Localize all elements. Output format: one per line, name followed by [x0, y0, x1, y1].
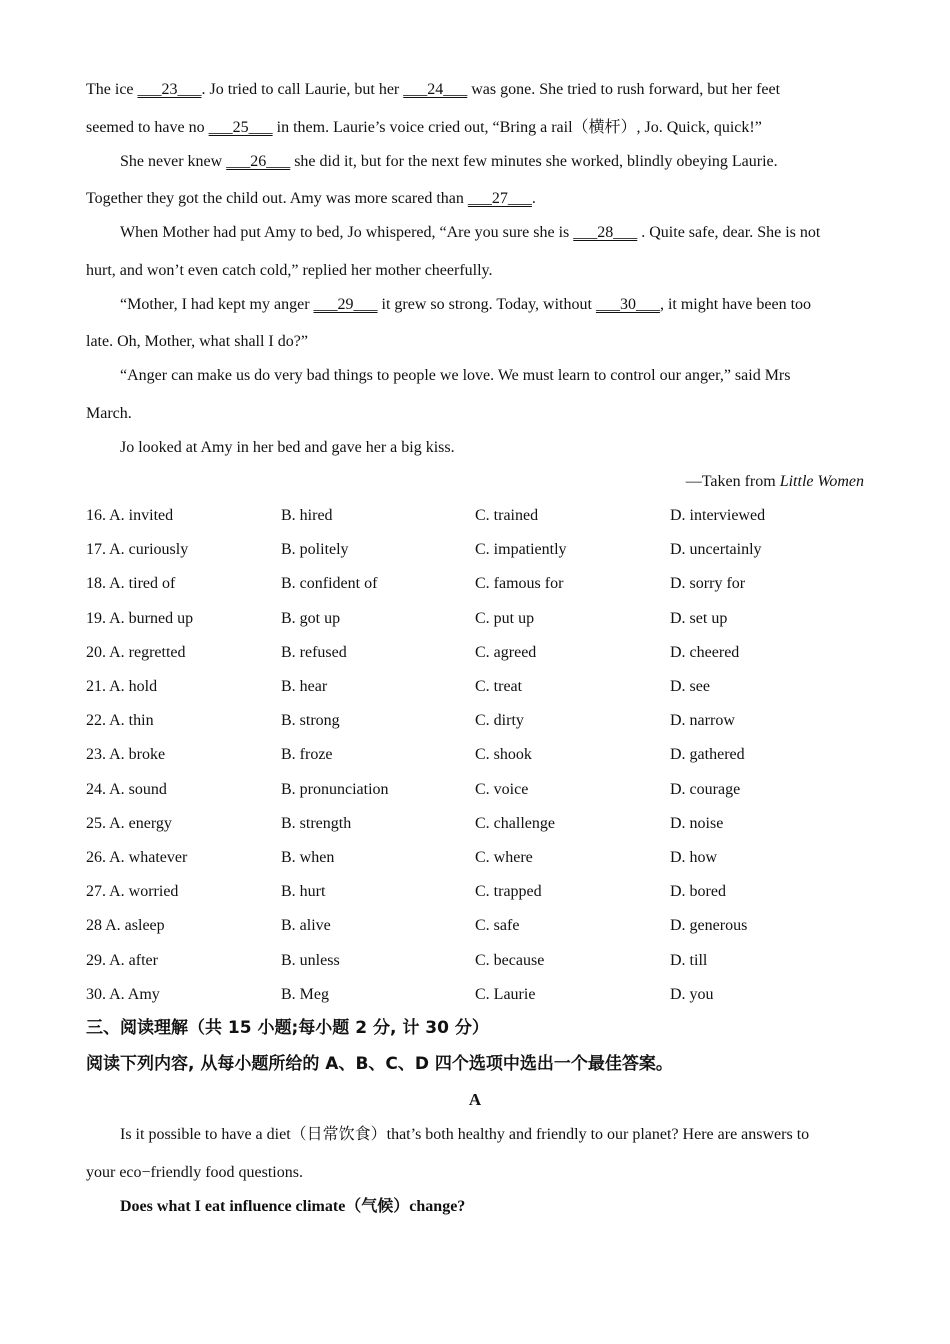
reading-paragraph: your eco−friendly food questions. [86, 1164, 303, 1181]
blank-25: ___25___ [208, 119, 273, 136]
option-cell: C. challenge [475, 814, 555, 832]
option-cell: C. impatiently [475, 541, 567, 559]
passage-line: hurt, and won’t even catch cold,” replied her mother cheerfully. [86, 262, 493, 279]
option-cell: B. hear [281, 678, 328, 695]
option-cell: C. trapped [475, 883, 542, 901]
option-cell: D. till [670, 951, 708, 969]
option-cell: B. confident of [281, 575, 378, 593]
option-cell: B. politely [281, 541, 349, 559]
passage-line: Jo looked at Amy in her bed and gave her a big kiss. [120, 439, 455, 456]
passage-line [86, 117, 762, 139]
option-cell: 18. A. tired of [86, 575, 176, 593]
option-cell: C. treat [475, 678, 523, 695]
option-cell: B. when [281, 849, 335, 866]
text: , it might have been too [659, 296, 812, 313]
option-cell: C. safe [475, 917, 520, 935]
blank-29: ___29___ [313, 296, 378, 313]
option-cell: D. noise [670, 814, 724, 832]
reading-paragraph: Is it possible to have a diet（日常饮食）that’s both healthy and friendly to our planet? Here are answers to [120, 1126, 810, 1143]
option-cell: D. generous [670, 917, 748, 935]
option-cell: D. uncertainly [670, 541, 762, 559]
text: . [531, 190, 536, 207]
text: she did it, but for the next few minutes she worked, blindly obeying Laurie. [290, 153, 778, 170]
source-citation [686, 471, 864, 493]
passage-line: late. Oh, Mother, what shall I do?” [86, 333, 308, 350]
option-cell: D. you [670, 985, 714, 1003]
option-cell: 25. A. energy [86, 814, 172, 832]
option-cell: D. set up [670, 609, 728, 627]
option-cell: C. put up [475, 609, 535, 627]
source-title: Little Women [779, 473, 864, 490]
option-cell: D. cheered [670, 643, 740, 661]
option-cell: 19. A. burned up [86, 609, 194, 627]
passage-line [120, 151, 778, 173]
option-cell: B. Meg [281, 985, 329, 1003]
option-cell: 21. A. hold [86, 678, 158, 695]
option-cell: 20. A. regretted [86, 643, 186, 661]
option-cell: D. bored [670, 883, 726, 901]
passage-line [86, 188, 536, 210]
option-cell: C. trained [475, 507, 539, 524]
option-cell: B. refused [281, 643, 347, 661]
option-cell: C. where [475, 849, 533, 866]
text: The ice [86, 81, 138, 98]
option-cell: B. unless [281, 951, 340, 969]
option-cell: D. narrow [670, 712, 735, 730]
text: She never knew [120, 153, 227, 170]
option-cell: C. famous for [475, 575, 564, 593]
option-cell: B. strength [281, 814, 352, 832]
option-cell: D. gathered [670, 746, 745, 764]
passage-line [120, 222, 820, 244]
blank-23: ___23___ [137, 81, 202, 98]
text: it grew so strong. Today, without [377, 296, 596, 313]
passage-line [86, 79, 780, 101]
blank-30: ___30___ [595, 296, 660, 313]
option-cell: B. strong [281, 712, 340, 730]
option-cell: B. hurt [281, 883, 326, 901]
option-cell: 16. A. invited [86, 507, 174, 524]
text: When Mother had put Amy to bed, Jo whispered, “Are you sure she is [120, 224, 574, 241]
option-cell: D. sorry for [670, 575, 746, 593]
option-cell: 30. A. Amy [86, 985, 160, 1003]
blank-28: ___28___ [573, 224, 638, 241]
passage-line: March. [86, 405, 132, 422]
section-instruction: 阅读下列内容, 从每小题所给的 A、B、C、D 四个选项中选出一个最佳答案。 [86, 1054, 673, 1074]
option-cell: 27. A. worried [86, 883, 179, 901]
option-cell: 29. A. after [86, 951, 158, 969]
section-heading: 三、阅读理解（共 15 小题;每小题 2 分, 计 30 分） [86, 1018, 489, 1038]
option-cell: B. froze [281, 746, 333, 764]
option-cell: B. hired [281, 507, 333, 524]
passage-line [120, 294, 811, 316]
text: . Jo tried to call Laurie, but her [201, 81, 404, 98]
blank-24: ___24___ [403, 81, 468, 98]
option-cell: C. Laurie [475, 985, 536, 1003]
option-cell: D. courage [670, 780, 741, 798]
option-cell: B. pronunciation [281, 780, 389, 798]
option-cell: 22. A. thin [86, 712, 154, 730]
option-cell: 24. A. sound [86, 780, 167, 798]
option-cell: D. how [670, 849, 718, 866]
passage-line: “Anger can make us do very bad things to people we love. We must learn to control our anger,” said Mrs [120, 367, 791, 384]
text: . Quite safe, dear. She is not [637, 224, 821, 241]
option-cell: D. see [670, 678, 710, 695]
option-cell: 23. A. broke [86, 746, 166, 764]
part-label: A [468, 1090, 482, 1109]
option-cell: 17. A. curiously [86, 541, 189, 559]
option-cell: C. agreed [475, 643, 537, 661]
option-cell: B. got up [281, 609, 341, 627]
text: “Mother, I had kept my anger [120, 296, 314, 313]
text: in them. Laurie’s voice cried out, “Bring a rail（横杆）, Jo. Quick, quick!” [272, 119, 762, 136]
option-cell: D. interviewed [670, 507, 766, 524]
text: seemed to have no [86, 119, 209, 136]
option-cell: 28 A. asleep [86, 917, 165, 935]
option-cell: C. shook [475, 746, 532, 764]
reading-question-heading: Does what I eat influence climate（气候）change? [120, 1198, 466, 1215]
text: was gone. She tried to rush forward, but her feet [467, 81, 781, 98]
blank-27: ___27___ [467, 190, 532, 207]
blank-26: ___26___ [226, 153, 291, 170]
text: Together they got the child out. Amy was more scared than [86, 190, 468, 207]
option-cell: C. voice [475, 780, 529, 798]
source-prefix: —Taken from [685, 473, 780, 490]
option-cell: C. because [475, 951, 545, 969]
option-cell: C. dirty [475, 712, 524, 730]
option-cell: B. alive [281, 917, 331, 935]
option-cell: 26. A. whatever [86, 849, 188, 866]
